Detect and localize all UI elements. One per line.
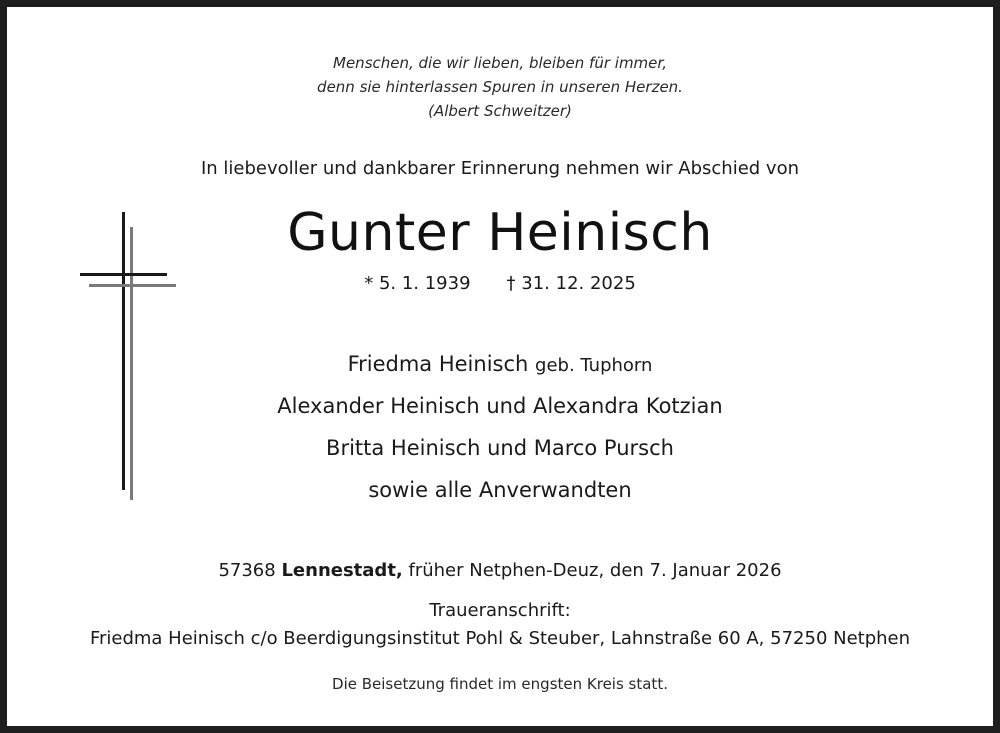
mourner-line-4: sowie alle Anverwandten — [368, 478, 632, 502]
place-date-line — [7, 560, 993, 581]
deceased-name: Gunter Heinisch — [287, 203, 713, 263]
mourning-address: Friedma Heinisch c/o Beerdigungsinstitut Pohl & Steuber, Lahnstraße 60 A, 57250 Netphen — [89, 628, 911, 649]
quote-author: (Albert Schweitzer) — [428, 102, 572, 120]
quote-line-1: Menschen, die wir lieben, bleiben für immer, — [333, 54, 667, 72]
postcode: 57368 — [218, 560, 276, 581]
mourner-birth-name: geb. Tuphorn — [535, 355, 653, 376]
burial-note: Die Beisetzung findet im engsten Kreis statt. — [332, 675, 668, 693]
mourner-line-2: Alexander Heinisch und Alexandra Kotzian — [277, 394, 723, 418]
intro-text: In liebevoller und dankbarer Erinnerung nehmen wir Abschied von — [200, 158, 799, 179]
quote-line-2: denn sie hinterlassen Spuren in unseren Herzen. — [317, 78, 683, 96]
mourner-widow: Friedma Heinisch — [347, 352, 529, 376]
place-date-rest: früher Netphen-Deuz, den 7. Januar 2026 — [408, 560, 782, 581]
mourning-address-label: Traueranschrift: — [429, 600, 571, 621]
mourner-line-3: Britta Heinisch und Marco Pursch — [326, 436, 674, 460]
birth-date: * 5. 1. 1939 — [364, 273, 471, 294]
death-date: † 31. 12. 2025 — [506, 273, 636, 294]
mourner-line-1 — [7, 352, 993, 376]
city: Lennestadt, — [281, 560, 403, 581]
